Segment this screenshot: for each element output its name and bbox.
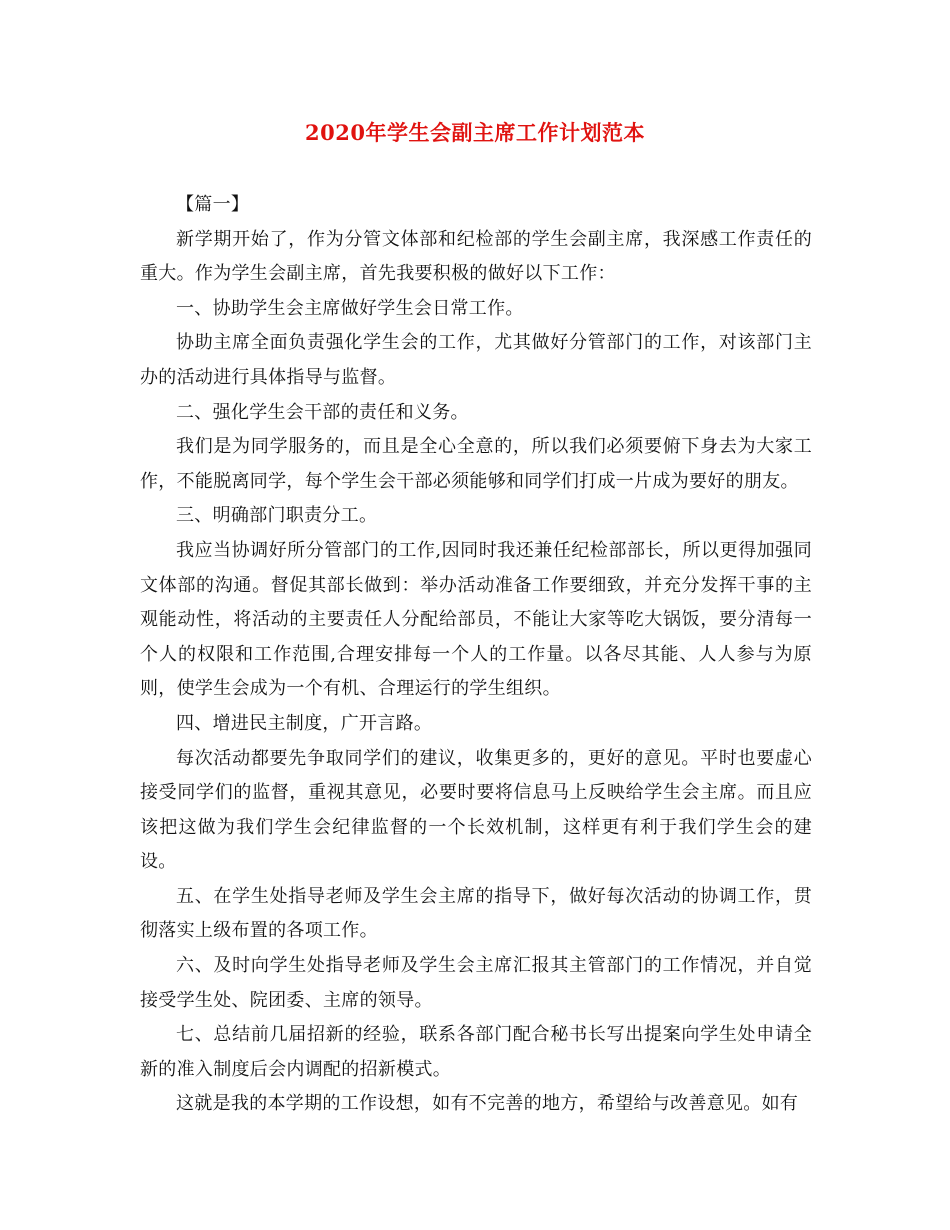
paragraph: 新学期开始了，作为分管文体部和纪检部的学生会副主席，我深感工作责任的重大。作为学生会副主席，首先我要积极的做好以下工作： (140, 228, 812, 285)
section-label: 【篇一】 (176, 194, 250, 215)
list-item-6: 六、及时向学生处指导老师及学生会主席汇报其主管部门的工作情况，并自觉接受学生处、院团委、主席的领导。 (140, 955, 812, 1011)
heading-item-4: 四、增进民主制度，广开言路。 (176, 712, 433, 734)
heading-item-3: 三、明确部门职责分工。 (176, 505, 378, 527)
list-item-5: 五、在学生处指导老师及学生会主席的指导下，做好每次活动的协调工作，贯彻落实上级布置的各项工作。 (140, 885, 812, 942)
paragraph: 每次活动都要先争取同学们的建议，收集更多的，更好的意见。平时也要虚心接受同学们的监督，重视其意见，必要时要将信息马上反映给学生会主席。而且应该把这做为我们学生会纪律监督的一个长效机制，这样更有利于我们学生会的建设。 (140, 747, 812, 873)
paragraph: 协助主席全面负责强化学生会的工作，尤其做好分管部门的工作，对该部门主办的活动进行具体指导与监督。 (140, 332, 812, 388)
heading-item-1: 一、协助学生会主席做好学生会日常工作。 (176, 297, 524, 319)
paragraph: 我们是为同学服务的，而且是全心全意的，所以我们必须要俯下身去为大家工作，不能脱离同学，每个学生会干部必须能够和同学们打成一片成为要好的朋友。 (140, 436, 812, 492)
paragraph: 这就是我的本学期的工作设想，如有不完善的地方，希望给与改善意见。如有 (176, 1093, 799, 1115)
document-title: 2020年学生会副主席工作计划范本 (305, 120, 645, 145)
paragraph: 我应当协调好所分管部门的工作,因同时我还兼任纪检部部长，所以更得加强同文体部的沟通。督促其部长做到：举办活动准备工作要细致，并充分发挥干事的主观能动性，将活动的主要责任人分配给部员，不能让大家等吃大锅饭，要分清每一个人的权限和工作范围,合理安排每一个人的工作量。以各尽其能、人人参与为原则，使学生会成为一个有机、合理运行的学生组织。 (140, 539, 812, 700)
heading-item-2: 二、强化学生会干部的责任和义务。 (176, 401, 469, 423)
list-item-7: 七、总结前几届招新的经验，联系各部门配合秘书长写出提案向学生处申请全新的准入制度后会内调配的招新模式。 (140, 1024, 812, 1080)
document-body (140, 188, 812, 1122)
